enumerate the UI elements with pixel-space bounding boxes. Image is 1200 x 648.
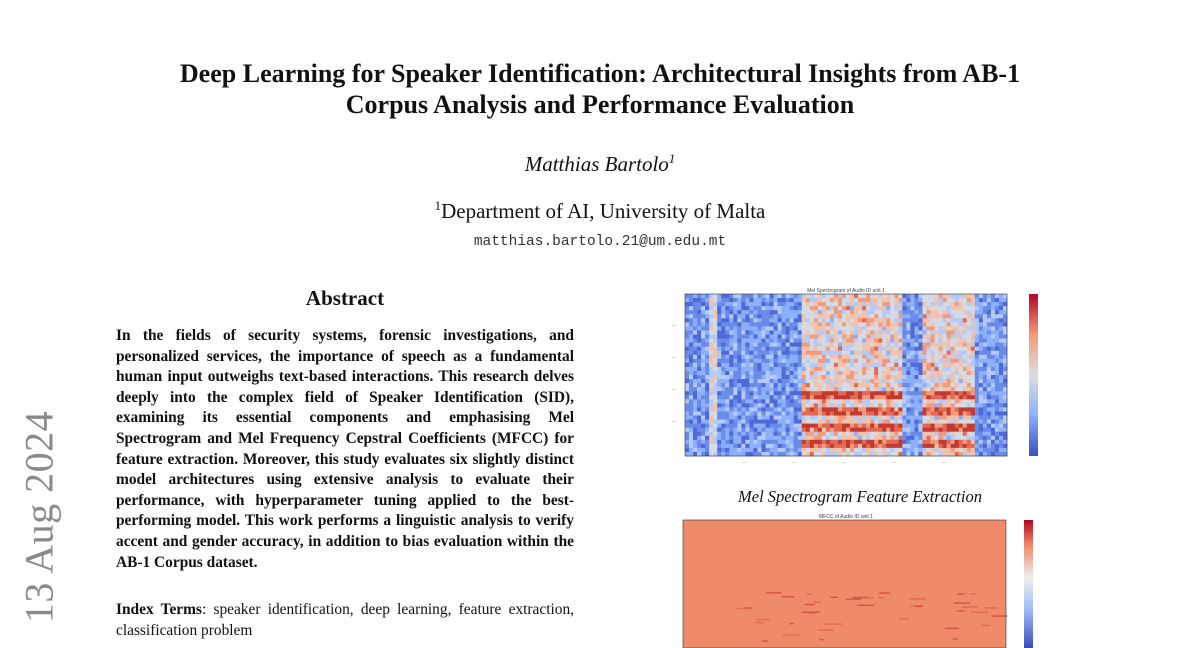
author <box>0 152 1200 177</box>
svg-text:—: — <box>672 322 676 327</box>
author-name: Matthias Bartolo <box>524 152 669 176</box>
paper-title-line-1: Deep Learning for Speaker Identification: Architectural Insights from AB-1 <box>179 59 1021 88</box>
mfcc-figure <box>662 512 1062 648</box>
svg-text:—: — <box>672 418 676 423</box>
mfcc-colorbar <box>1024 520 1033 648</box>
mel-figure-caption: Mel Spectrogram Feature Extraction <box>738 487 982 506</box>
mfcc-svg <box>662 512 1062 648</box>
svg-text:—: — <box>792 459 796 464</box>
svg-text:—: — <box>942 459 946 464</box>
abstract-body: In the fields of security systems, forensic investigations, and personalized services, the importance of speech as a fundamental human input outweighs text-based interactions. This research delves deeply into the complex field of Speaker Identification (SID), examining its essential components and emphasising Mel Spectrogram and Mel Frequency Cepstral Coefficients (MFCC) for feature extraction. Moreover, this study evaluates six slightly distinct model architectures using extensive analysis to evaluate their performance, with hyperparameter tuning applied to the best-performing model. This work performs a linguistic analysis to verify accent and gender accuracy, in addition to bias evaluation within the AB-1 Corpus dataset. <box>116 327 574 571</box>
mel-colorbar <box>1029 294 1038 456</box>
mel-spectrogram-figure <box>662 285 1062 470</box>
svg-text:—: — <box>672 386 676 391</box>
mel-spectrogram-image <box>685 294 1007 456</box>
index-terms-label: Index Terms <box>116 601 202 618</box>
svg-text:—: — <box>672 354 676 359</box>
svg-text:—: — <box>892 459 896 464</box>
author-email: matthias.bartolo.21@um.edu.mt <box>473 234 727 250</box>
mel-spectrogram-svg <box>662 285 1062 470</box>
affiliation <box>0 199 1200 224</box>
arxiv-date-stamp: 13 Aug 2024 <box>16 410 62 624</box>
svg-text:—: — <box>742 459 746 464</box>
affiliation-mark: 1 <box>434 198 442 213</box>
mfcc-image <box>683 520 1007 648</box>
abstract-heading: Abstract <box>305 286 385 310</box>
mfcc-plot-title: MFCC of Audio ID unit 1 <box>819 514 873 520</box>
paper-title <box>0 58 1200 120</box>
affiliation-text: Department of AI, University of Malta <box>441 199 766 223</box>
author-affiliation-mark: 1 <box>668 151 676 166</box>
svg-text:—: — <box>842 459 846 464</box>
index-terms-text: : speaker identification, deep learning, feature extraction, classification problem <box>116 601 575 639</box>
paper-title-line-2: Corpus Analysis and Performance Evaluation <box>345 90 855 119</box>
index-terms <box>116 600 574 641</box>
mel-plot-title: Mel Spectrogram of Audio ID unit 1 <box>807 288 885 294</box>
